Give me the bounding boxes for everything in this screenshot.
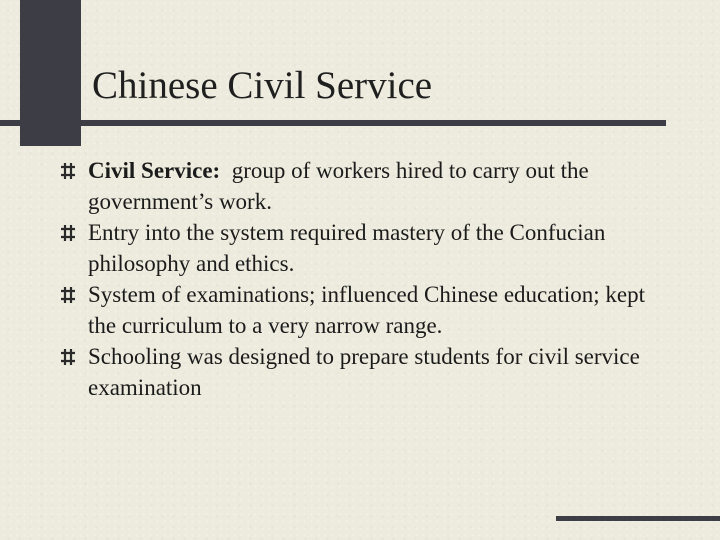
hash-bullet-icon	[60, 162, 76, 180]
title-divider-rule	[0, 120, 666, 126]
bullet-list	[60, 155, 660, 403]
footer-accent-rule	[556, 516, 720, 521]
bullet-item	[60, 155, 660, 217]
bullet-text: Entry into the system required mastery of the Confucian philosophy and ethics.	[88, 220, 606, 276]
bullet-item	[60, 217, 660, 279]
hash-bullet-icon	[60, 224, 76, 242]
hash-bullet-icon	[60, 348, 76, 366]
bullet-item	[60, 341, 660, 403]
slide-title: Chinese Civil Service	[92, 64, 433, 107]
bullet-text: System of examinations; influenced Chinese education; kept the curriculum to a very narrow range.	[88, 282, 645, 338]
bullet-text: group of workers hired to carry out the government’s work.	[88, 158, 595, 214]
hash-bullet-icon	[60, 286, 76, 304]
bullet-term: Civil Service:	[88, 158, 221, 183]
bullet-text: Schooling was designed to prepare students for civil service examination	[88, 344, 640, 400]
bullet-item	[60, 279, 660, 341]
